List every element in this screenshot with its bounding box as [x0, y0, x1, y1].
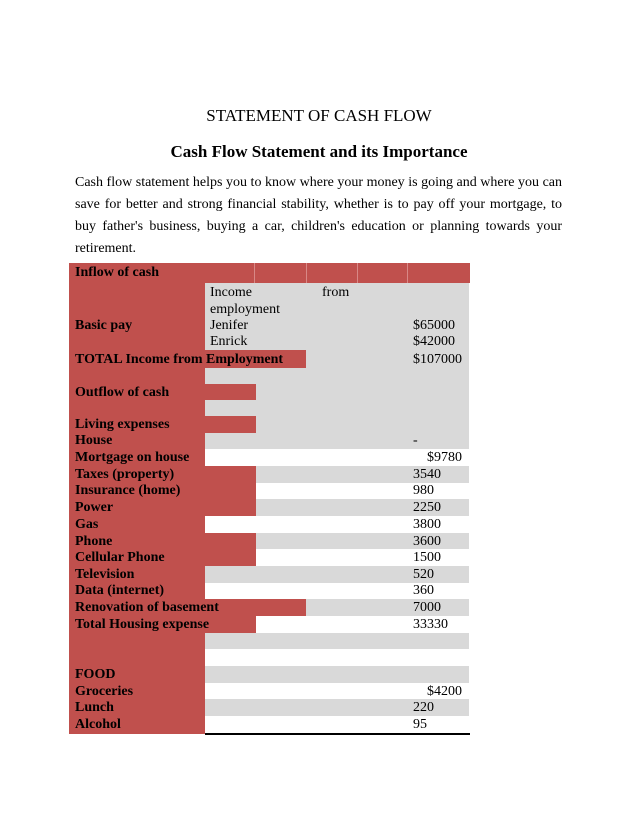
expense-value: 3540 [413, 467, 441, 482]
expense-label: Renovation of basement [75, 600, 219, 615]
expense-label: Taxes (property) [75, 467, 175, 482]
expense-value: 3600 [413, 534, 441, 549]
food-value: 95 [413, 717, 427, 732]
employment-label: employment [210, 302, 280, 317]
pay-enrick: $42000 [413, 334, 455, 349]
food-label: Alcohol [75, 717, 121, 732]
food-value: 220 [413, 700, 434, 715]
name-enrick: Enrick [210, 334, 248, 349]
expense-value: 980 [413, 483, 434, 498]
expense-label: Insurance (home) [75, 483, 181, 498]
inflow-header: Inflow of cash [75, 265, 160, 280]
expense-value: 360 [413, 583, 434, 598]
total-income-value: $107000 [413, 352, 462, 367]
expense-value: 1500 [413, 550, 441, 565]
income-from-label: from [322, 285, 350, 300]
intro-paragraph: Cash flow statement helps you to know where your money is going and where you can save for better and strong financial stability, whether is to pay off your mortgage, to buy father's business, buying a car, children's education or planning towards your retirement. [75, 175, 562, 256]
food-header: FOOD [75, 667, 116, 682]
outflow-header: Outflow of cash [75, 385, 170, 400]
document-title: STATEMENT OF CASH FLOW [206, 106, 432, 125]
document-subtitle: Cash Flow Statement and its Importance [170, 142, 468, 161]
expense-value: 3800 [413, 517, 441, 532]
expense-label: Phone [75, 534, 113, 549]
expense-label: Television [75, 567, 135, 582]
expense-value: - [413, 433, 418, 448]
expense-value: 33330 [413, 617, 448, 632]
living-expenses-header: Living expenses [75, 417, 170, 432]
expense-label: Total Housing expense [75, 617, 210, 632]
food-label: Lunch [75, 700, 114, 715]
food-label: Groceries [75, 684, 134, 699]
expense-label: Data (internet) [75, 583, 165, 598]
expense-label: Power [75, 500, 114, 515]
pay-jenifer: $65000 [413, 318, 455, 333]
food-value: $4200 [427, 684, 462, 699]
expense-value: 7000 [413, 600, 441, 615]
expense-value: 520 [413, 567, 434, 582]
expense-label: Gas [75, 517, 99, 532]
expense-value: $9780 [427, 450, 462, 465]
expense-label: Cellular Phone [75, 550, 165, 565]
total-income-label: TOTAL Income from Employment [75, 352, 284, 367]
expense-label: House [75, 433, 113, 448]
income-label: Income [210, 285, 252, 300]
expense-value: 2250 [413, 500, 441, 515]
expense-label: Mortgage on house [75, 450, 190, 465]
name-jenifer: Jenifer [210, 318, 249, 333]
basic-pay-label: Basic pay [75, 318, 133, 333]
